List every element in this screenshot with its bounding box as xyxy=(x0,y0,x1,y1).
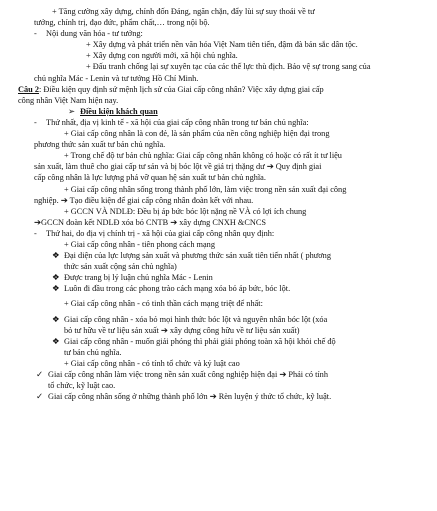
text-line: + Giai cấp công nhân - tiên phong cách mạng xyxy=(64,239,215,249)
question-text: : Điều kiện quy định sứ mệnh lịch sử của Giai cấp công nhân? Việc xây dựng giai cấp xyxy=(38,84,324,94)
text-line: sản xuất, làm thuê cho giai cấp tư sản và bị bóc lột về giá trị thặng dư ➔ Quy định giai xyxy=(34,162,322,172)
text-line: tưởng, chính trị, đạo đức, phẩm chất,… trong nội bộ. xyxy=(34,18,210,28)
list-item: ❖ Đại diện của lực lượng sản xuất và phương thức sản xuất tiên tiến nhất ( phương xyxy=(52,251,331,261)
text-line: ➔GCCN đoàn kết NDLĐ xóa bỏ CNTB ➔ xây dựng CNXH &CNCS xyxy=(34,217,267,227)
text-line xyxy=(34,28,421,39)
question-heading xyxy=(18,84,421,95)
diamond-icon: ❖ xyxy=(52,336,60,346)
diamond-icon: ❖ xyxy=(52,273,60,283)
text-line: bỏ tư hữu về tư liệu sản xuất ➔ xây dựng công hữu về tư liệu sản xuất) xyxy=(64,325,300,335)
diamond-icon: ❖ xyxy=(52,251,60,261)
text-line: + Tăng cường xây dựng, chỉnh đốn Đảng, ngăn chặn, đẩy lùi sự suy thoái về tư xyxy=(52,7,315,16)
text-line: thức sản xuất cộng sản chủ nghĩa) xyxy=(64,262,177,272)
arrow-bullet-icon: ➢ xyxy=(68,106,75,116)
check-icon: ✓ xyxy=(36,392,43,402)
text-line: + Xây dựng con người mới, xã hội chủ nghĩa. xyxy=(86,51,238,61)
text-line: - Thứ nhất, địa vị kinh tế - xã hội của giai cấp công nhân trong tư bản chủ nghĩa: xyxy=(34,117,309,127)
check-icon: ✓ xyxy=(36,370,43,379)
diamond-icon: ❖ xyxy=(52,314,60,324)
list-item: ✓ Giai cấp công nhân làm việc trong nền sản xuất công nghiệp hiện đại ➔ Phải có tính xyxy=(36,370,328,379)
text-line: tư bản chủ nghĩa. xyxy=(64,347,122,357)
question-number: Câu 2 xyxy=(18,84,39,94)
text-line: cấp công nhân là lực lượng phá vỡ quan hệ sản xuất tư bản chủ nghĩa. xyxy=(34,173,266,183)
text-line: công nhân Việt Nam hiện nay. xyxy=(18,95,119,105)
subheading xyxy=(34,106,421,117)
text-line: + Giai cấp công nhân - có tính tổ chức và kỷ luật cao xyxy=(64,358,240,368)
dash-icon: - xyxy=(34,29,37,39)
dash-icon: - xyxy=(34,117,37,127)
text-line: tổ chức, kỹ luật cao. xyxy=(48,381,116,391)
text-line: + Trong chế độ tư bản chủ nghĩa: Giai cấp công nhân không có hoặc có rất ít tư liệu xyxy=(64,151,342,161)
text-line: + Xây dựng và phát triển nền văn hóa Việt Nam tiên tiến, đậm đà bản sắc dân tộc. xyxy=(86,40,358,50)
list-item: ❖ Luôn đi đầu trong các phong trào cách mạng xóa bỏ áp bức, bóc lột. xyxy=(52,284,291,294)
list-item: ❖ Giai cấp công nhân - xóa bỏ mọi hình thức bóc lột và nguyên nhân bóc lột (xóa xyxy=(52,314,328,324)
text-line: + Giai cấp công nhân - có tinh thần cách mạng triệt để nhất: xyxy=(64,299,263,309)
text-line: - Thứ hai, do địa vị chính trị - xã hội của giai cấp công nhân quy định: xyxy=(34,228,275,238)
list-item: ✓ Giai cấp công nhân sống ở những thành phố lớn ➔ Rèn luyện ý thức tổ chức, kỹ luật. xyxy=(36,392,332,402)
dash-icon: - xyxy=(34,228,37,238)
text-line: phương thức sản xuất tư bản chủ nghĩa. xyxy=(34,140,166,150)
diamond-icon: ❖ xyxy=(52,284,60,294)
text-line: chủ nghĩa Mác - Lenin và tư tưởng Hồ Chí Minh. xyxy=(34,73,199,83)
text-line: + Giai cấp công nhân là con đẻ, là sản phẩm của nền công nghiệp hiện đại trong xyxy=(64,129,330,139)
text-line: + Giai cấp công nhân sống trong thành phố lớn, làm việc trong nền sản xuất đại công xyxy=(64,184,347,194)
list-item: ❖ Được trang bị lý luận chủ nghĩa Mác - Lenin xyxy=(52,273,213,283)
subheading-text: Điều kiện khách quan xyxy=(80,106,158,116)
text-line: nghiệp. ➔ Tạo điều kiện để giai cấp công nhân đoàn kết với nhau. xyxy=(34,195,254,205)
text-line: + Đấu tranh chống lại sự xuyên tạc của các thế lực thù địch. Bảo vệ sự trong sang của xyxy=(86,62,371,72)
list-item: ❖ Giai cấp công nhân - muốn giải phóng thì phải giải phóng toàn xã hội khỏi chế độ xyxy=(52,336,336,346)
text-line: + GCCN VÀ NDLĐ: Đều bị áp bức bóc lột nặng nề VÀ có lợi ích chung xyxy=(64,206,307,216)
section-label: Nội dung văn hóa - tư tưởng: xyxy=(46,29,143,39)
